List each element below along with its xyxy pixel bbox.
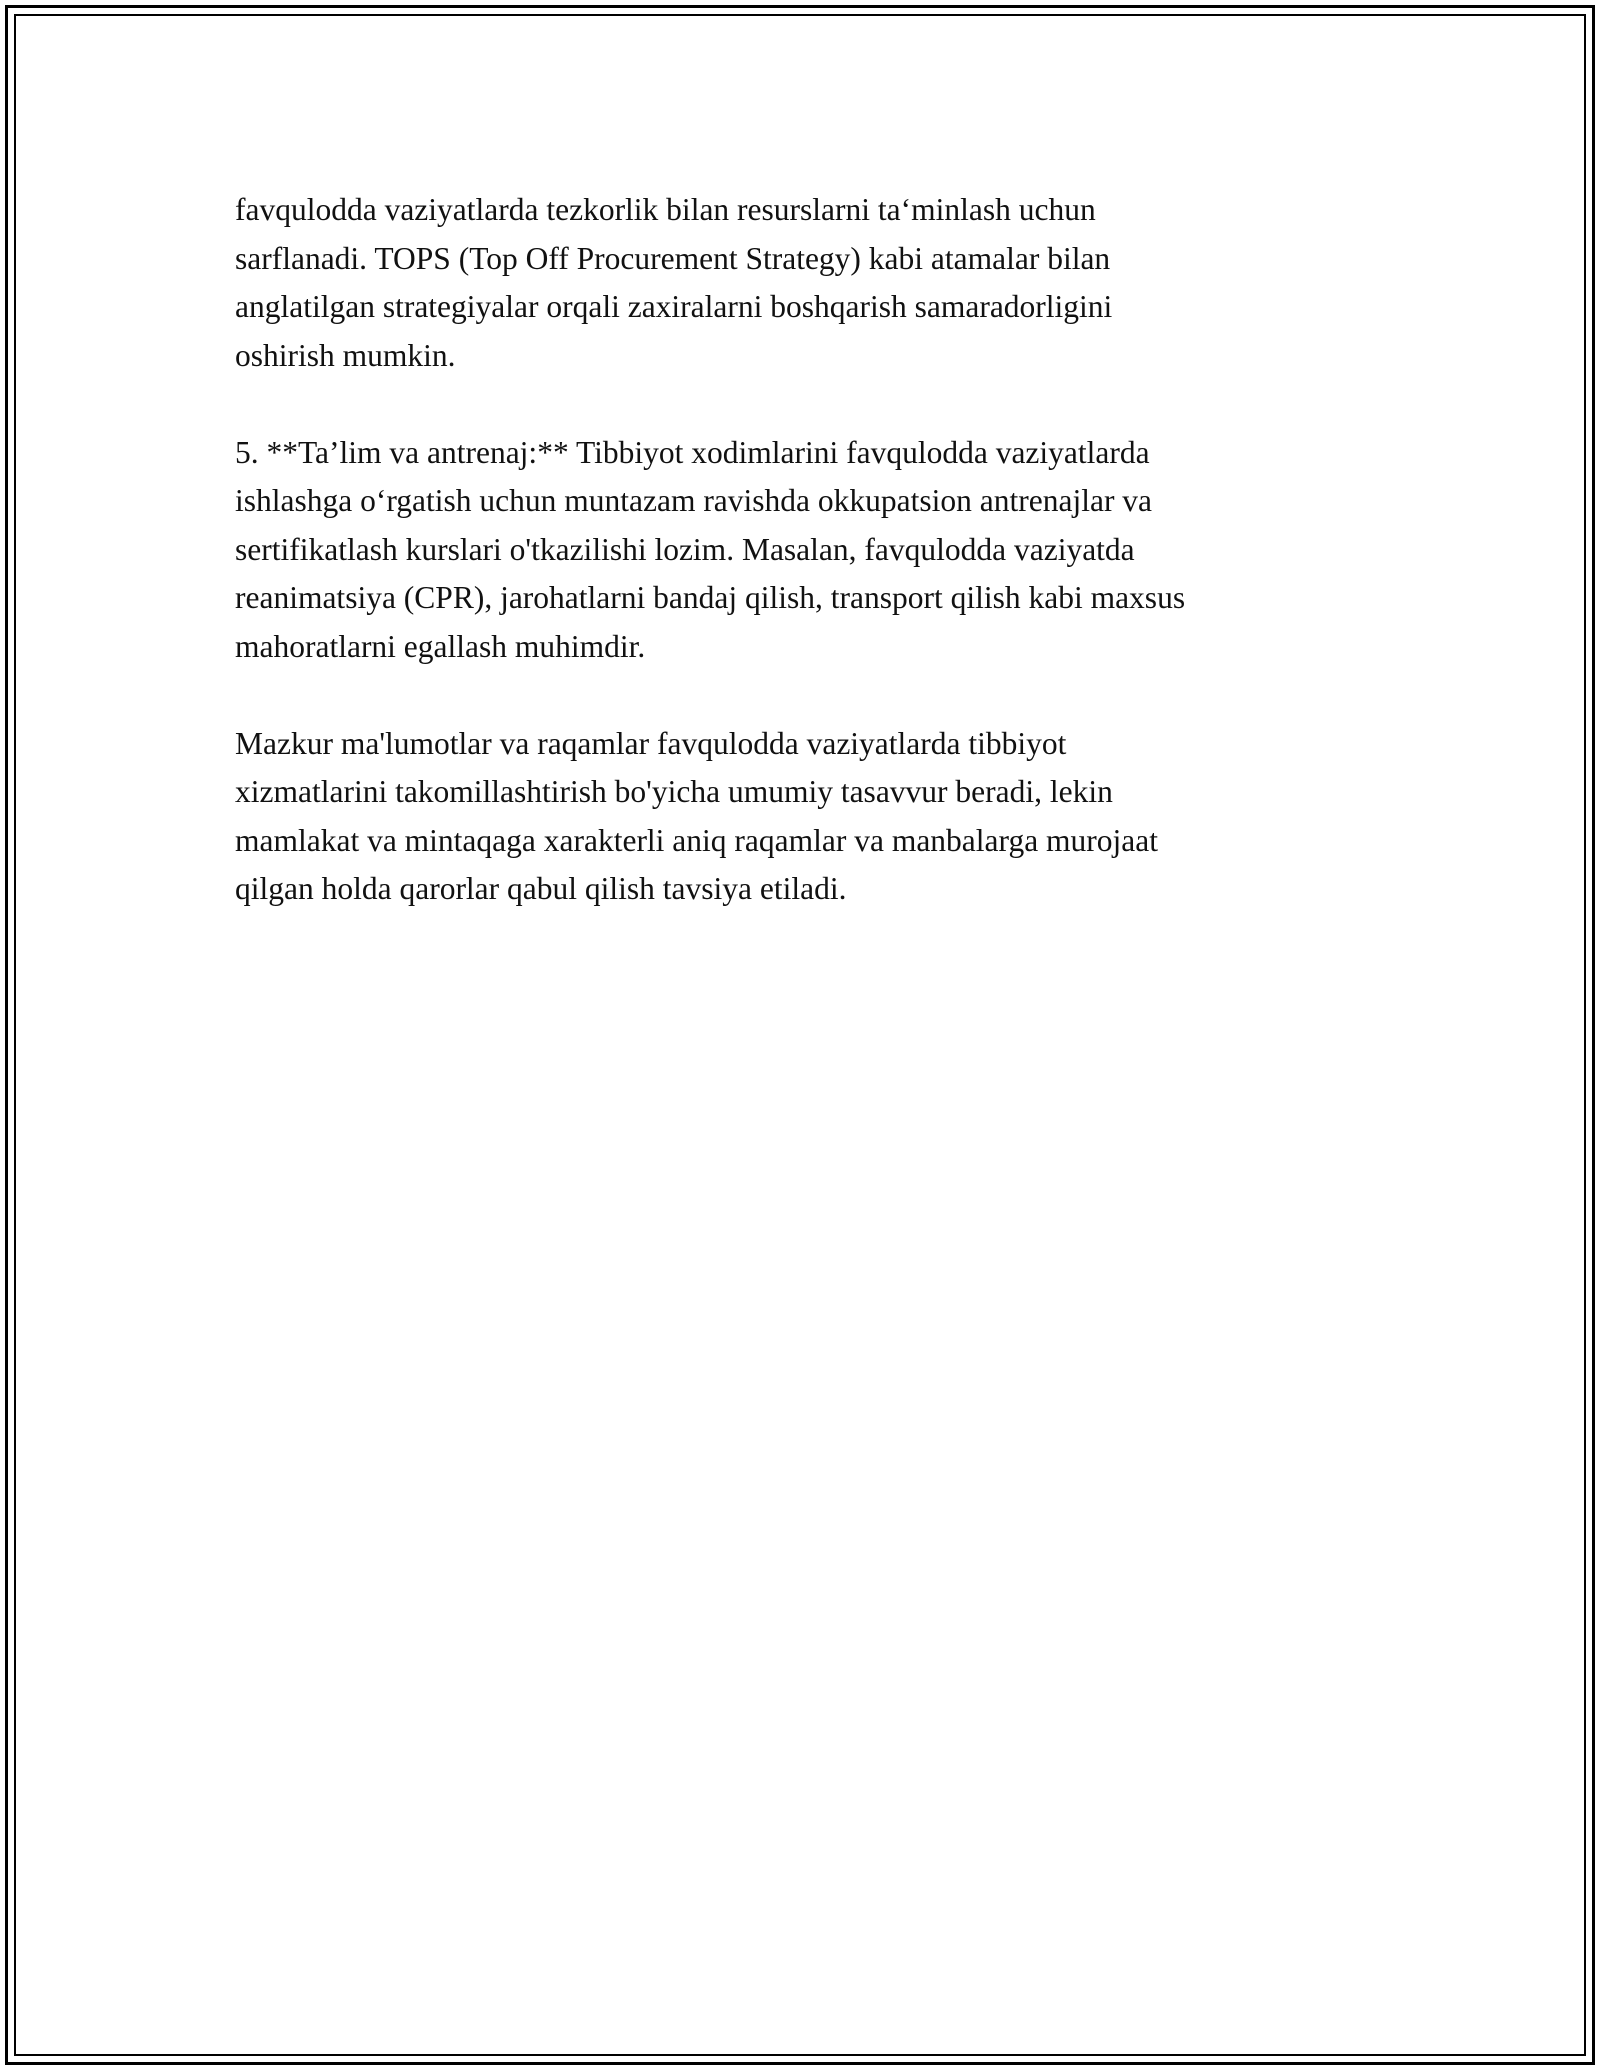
paragraph-conclusion: Mazkur ma'lumotlar va raqamlar favqulodda vaziyatlarda tibbiyot xizmatlarini takomillashtirish bo'yicha umumiy tasavvur beradi, lekin mamlakat va mintaqaga xarakterli aniq raqamlar va manbalarga murojaat qilgan holda qarorlar qabul qilish tavsiya etiladi. — [235, 725, 1159, 906]
paragraph-training: 5. **Ta’lim va antrenaj:** Tibbiyot xodimlarini favqulodda vaziyatlarda ishlashga o‘rgatish uchun muntazam ravishda okkupatsion antrenajlar va sertifikatlash kurslari o'tkazilishi lozim. Masalan, favqulodda vaziyatda reanimatsiya (CPR), jarohatlarni bandaj qilish, transport qilish kabi maxsus mahoratlarni egallash muhimdir. — [235, 434, 1186, 664]
paragraph-procurement: favqulodda vaziyatlarda tezkorlik bilan resurslarni ta‘minlash uchun sarflanadi. TOPS (Top Off Procurement Strategy) kabi atamalar bilan anglatilgan strategiyalar orqali zaxiralarni boshqarish samaradorligini oshirish mumkin. — [235, 192, 1113, 373]
document-body — [235, 186, 1375, 962]
